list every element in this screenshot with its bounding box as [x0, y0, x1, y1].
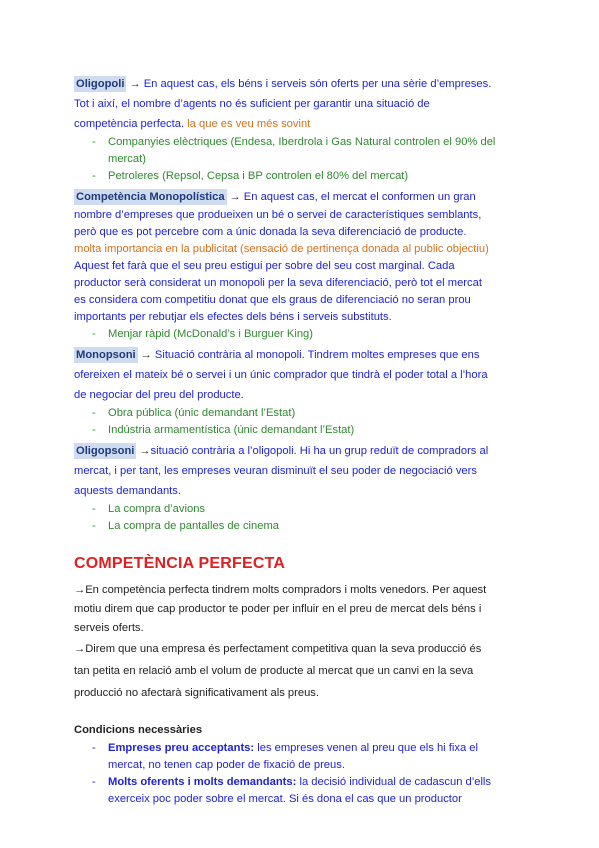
monopolistica-line3: però que es pot percebre com a únic donada la seva diferenciació de producte. — [74, 226, 467, 238]
list-item: - La compra de pantalles de cinema — [92, 518, 534, 535]
list-item: - Menjar ràpid (McDonald’s i Burguer King) — [92, 326, 534, 343]
condicions-list — [74, 740, 534, 808]
list-item — [92, 774, 534, 808]
list-item: - La compra d’avions — [92, 501, 534, 518]
arrow-icon: → — [139, 445, 151, 457]
oligopsoni-line3: aquests demandants. — [74, 485, 181, 497]
monopsoni-line3: de negociar del preu del producte. — [74, 389, 244, 401]
monopsoni-term: Monopsoni — [76, 349, 136, 361]
arrow-icon: → — [229, 191, 241, 203]
list-item: - Companyies elèctriques (Endesa, Iberdrola i Gas Natural controlen el 90% del mercat) — [92, 134, 534, 168]
oligopoli-line3-wrap — [74, 114, 534, 134]
condicio-text2: exerceix poc poder sobre el mercat. Si és dona el cas que un productor — [108, 793, 462, 805]
monopolistica-line5: productor serà considerat un monopoli per la seva diferenciació, però tot el mercat — [74, 277, 482, 289]
perfecta-p1-line1: →En competència perfecta tindrem molts compradors i molts venedors. Per aquest — [74, 584, 487, 596]
monopolistica-line4: Aquest fet farà que el seu preu estigui per sobre del seu cost marginal. Cada — [74, 260, 455, 272]
section-title: COMPETÈNCIA PERFECTA — [74, 555, 286, 572]
monopolistica-line7: importants per rebutjar els efectes dels béns i serveis substituts. — [74, 311, 392, 323]
list-item: - Obra pública (únic demandant l’Estat) — [92, 405, 534, 422]
monopolistica-term: Competència Monopolística — [76, 191, 225, 203]
arrow-icon: → — [140, 349, 152, 361]
condicio-term: Molts oferents i molts demandants: — [108, 776, 297, 788]
list-item: - Petroleres (Repsol, Cepsa i BP controlen el 80% del mercat) — [92, 168, 534, 185]
monopsoni-line2: ofereixen el mateix bé o servei i un únic comprador que tindrà el poder total a l’hora — [74, 369, 488, 381]
oligopoli-note: la que es veu més sovint — [184, 118, 311, 130]
oligopoli-paragraph — [74, 74, 534, 94]
monopsoni-list — [74, 405, 534, 439]
monopolistica-line2: nombre d’empreses que produeixen un bé o servei de característiques semblants, — [74, 209, 482, 221]
oligopoli-line2: Tot i així, el nombre d’agents no és suficient per garantir una situació de — [74, 98, 430, 110]
oligopsoni-line2: mercat, i per tant, les empreses veuran disminuït el seu poder de negociació vers — [74, 465, 477, 477]
oligopsoni-term: Oligopsoni — [76, 445, 135, 457]
oligopoli-line1: En aquest cas, els béns i serveis són oferts per una sèrie d’empreses. — [140, 78, 492, 90]
monopolistica-line6: es considera com competitiu donat que els graus de diferenciació no seran prou — [74, 294, 471, 306]
perfecta-p2-line1: →Direm que una empresa és perfectament competitiva quan la seva producció és — [74, 643, 482, 655]
condicio-text1: la decisió individual de cadascun d’ells — [296, 776, 492, 788]
oligopsoni-paragraph — [74, 441, 534, 461]
list-item: - Indústria armamentística (únic demandant l’Estat) — [92, 422, 534, 439]
oligopsoni-list — [74, 501, 534, 535]
perfecta-p1-line3: serveis oferts. — [74, 622, 144, 634]
oligopoli-term: Oligopoli — [76, 78, 125, 90]
condicions-title: Condicions necessàries — [74, 724, 203, 736]
monopolistica-list — [74, 326, 534, 343]
list-item — [92, 740, 534, 774]
monopsoni-paragraph — [74, 345, 534, 365]
arrow-icon: → — [129, 78, 141, 90]
condicio-term: Empreses preu acceptants: — [108, 742, 255, 754]
perfecta-p2-line2: tan petita en relació amb el volum de producte al mercat que un canvi en la seva — [74, 665, 474, 677]
monopolistica-note: molta importancia en la publicitat (sensació de pertinença donada al public objectiu) — [74, 243, 489, 255]
oligopoli-list — [74, 134, 534, 185]
oligopoli-line3: competència perfecta. — [74, 118, 185, 130]
condicio-text1: les empreses venen al preu que els hi fixa el — [254, 742, 479, 754]
monopolistica-line1: En aquest cas, el mercat el conformen un gran — [240, 191, 476, 203]
oligopsoni-line1: situació contrària a l’oligopoli. Hi ha un grup reduït de compradors al — [150, 445, 489, 457]
perfecta-p1-line2: motiu direm que cap productor te poder per influir en el preu de mercat dels béns i — [74, 603, 482, 615]
document-page — [74, 74, 534, 808]
perfecta-p2-line3: producció no afectarà significativament als preus. — [74, 687, 320, 699]
condicio-text2: mercat, no tenen cap poder de fixació de preus. — [108, 759, 345, 771]
monopsoni-line1: Situació contrària al monopoli. Tindrem moltes empreses que ens — [151, 349, 480, 361]
monopolistica-paragraph — [74, 187, 534, 207]
